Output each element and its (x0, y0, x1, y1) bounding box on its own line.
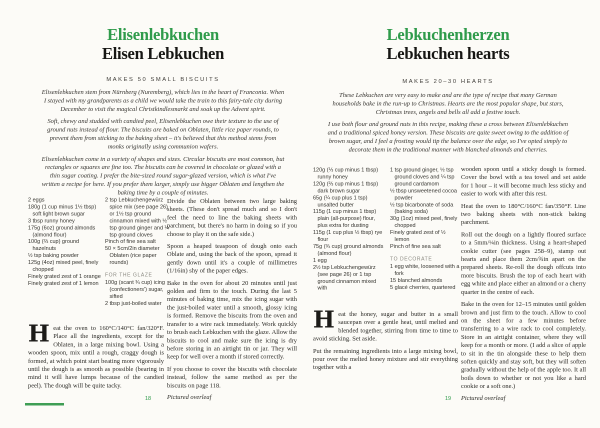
ingredient-item: 2 tsp Lebkuchengewürz spice mix (see page 26) or 1½ tsp ground cinnamon mixed with ½ tsp ground ginger and ¼ tsp ground cloves (105, 197, 170, 238)
ingredient-item: 75g (¾ cup) ground almonds (almond flour) (313, 243, 384, 257)
prep-text: eat the oven to 160°C/140°C fan/320°F. Place all the ingredients, except for the Oblaten, in a large mixing bowl. Using a wooden spoon, mix until a rough, craggy dough is formed, at which point start beating more vigorously until the dough is as smooth as possible (bearing in mind it will have lumps because of the candied peel). The dough will be quite tacky. (28, 324, 164, 389)
intro-paragraph: I use both flour and ground nuts in this recipe, making these a cross between Elisenlebkuchen and a traditional spiced honey version. These biscuits are quite sweet owing to the addition of brown sugar, and I feel a frosting would tip the balance over the edge, so I've opted simply to decorate them in the traditional manner with blanched almonds and cherries. (327, 120, 569, 153)
glaze-ingredients-list (105, 280, 171, 308)
method-paragraph: If you choose to cover the biscuits with chocolate instead, follow the same method as per the biscuits on page 118. (167, 365, 297, 389)
ingredient-item: 5 glacé cherries, quartered (390, 284, 456, 291)
intro-paragraph: These Lebkuchen are very easy to make and are the type of recipe that many German households bake in the run-up to Christmas. Hearts are the most popular shape, but stars, Christmas trees, angels and bells all add a festive touch. (332, 91, 564, 116)
right-ingredients-column-1 (313, 167, 386, 292)
ingredient-item: 100g (scant ¾ cup) icing (confectioners') sugar, sifted (105, 279, 165, 300)
ingredient-item: Pinch of fine sea salt (390, 243, 441, 250)
left-recipe-title-german: Elisenlebkuchen (107, 26, 219, 44)
ingredient-item: 2 tbsp just-boiled water (105, 300, 162, 307)
ingredient-item: Finely grated zest of 1 orange (28, 273, 101, 280)
footer-green-rule (25, 403, 64, 406)
prep-text: eat the honey, sugar and butter in a small saucepan over a gentle heat, until melted and blended together, stirring from time to time to avoid sticking. Set aside. (313, 310, 458, 343)
left-prep-block (28, 320, 164, 394)
ingredient-item: 175g (6oz) ground almonds (almond flour) (28, 224, 96, 238)
ingredient-item: Finely grated zest of ½ lemon (390, 229, 446, 243)
ingredient-item: 2½ tsp Lebkuchengewürz (see page 26) or 1 tsp ground cinnamon mixed with (313, 264, 377, 292)
method-paragraph: Bake in the oven for about 20 minutes until just golden and firm to the touch. During the last 5 minutes of baking time, mix the icing sugar with the just-boiled water until a smooth, glossy icing is formed. Remove the biscuits from the oven and transfer to a wire rack immediately. Work quickly to brush each Lebkuchen with the glaze. Allow the biscuits to cool and make sure the icing is dry before storing in an airtight tin or jar. They will keep for well over a month if stored correctly. (167, 279, 297, 361)
left-yield-line: MAKES 50 SMALL BISCUITS (106, 76, 220, 83)
right-ingredients-column-2 (390, 167, 460, 291)
ingredient-item: 120g (⅓ cup minus 1 tbsp) runny honey (313, 167, 379, 180)
right-prep-block (313, 306, 458, 375)
prep-paragraph (28, 320, 164, 390)
method-paragraph: wooden spoon until a sticky dough is formed. Cover the bowl with a tea towel and set aside for 1 hour – it will become much less sticky and easier to work with after this rest. (461, 165, 586, 198)
ingredient-item: 1 egg (313, 257, 327, 264)
right-yield-line: MAKES 20–30 HEARTS (402, 78, 494, 85)
right-method-column (461, 165, 586, 402)
right-pictured-note: Pictured overleaf (461, 394, 506, 402)
ingredient-item: ½ tsp baking powder (28, 252, 79, 259)
left-method-paragraphs (167, 197, 297, 389)
intro-paragraph: Elisenlebkuchen come in a variety of shapes and sizes. Circular biscuits are most common, but rectangles or squares are fine too. The biscuits can be covered in chocolate or glazed with a thin sugar coating. I prefer the bite-sized round sugar-glazed version, which is what I've written a recipe for here. If you prefer them larger, simply use bigger Oblaten and lengthen the baking time by a couple of minutes. (41, 155, 285, 196)
right-recipe-title-english: Lebkuchen hearts (386, 45, 510, 63)
ingredient-item: 100g (⅔ cup) ground hazelnuts (28, 238, 80, 252)
intro-paragraph: Elisenlebkuchen stem from Nürnberg (Nuremberg), which lies in the heart of Franconia. When I stayed with my grandparents as a child we would take the train to this fairy-tale city during December to visit the magical Christkindlesmarkt and soak up the Advent spirit. (41, 88, 285, 113)
ingredient-item: 1 tsp ground ginger, ½ tsp ground cloves and ¼ tsp ground cardamom (390, 167, 455, 187)
left-method-column (167, 197, 297, 401)
right-recipe-title-german: Lebkuchenherzen (386, 26, 510, 44)
decorate-heading: TO DECORATE (390, 256, 433, 262)
glaze-heading: FOR THE GLAZE (105, 272, 153, 279)
method-paragraph: Bake in the oven for 12–15 minutes until golden brown and just firm to the touch. Allow to cool on the sheet for a few minutes before transferring to a wire rack to cool completely. Store in an airtight container, where they will keep for a month or more. (I add a slice of apple to sit in the tin alongside these to help them soften quickly and stay soft, but they will soften gradually without the help of the apple too. It all boils down to whether or not you like a hard cookie or a soft one.) (461, 300, 586, 390)
method-paragraph: Divide the Oblaten between two large baking sheets. (These don't spread much and so I don't feel the need to line the baking sheets with parchment, but there's no harm in doing so if you choose to play it on the safe side.) (167, 197, 297, 238)
left-ingredients-column-2 (105, 197, 171, 307)
method-paragraph: Spoon a heaped teaspoon of dough onto each Oblate and, using the back of the spoon, spread it gently down until it's a couple of millimetres (1/16in) shy of the paper edges. (167, 242, 297, 275)
intro-paragraph: Soft, chewy and studded with candied peel, Elisenlebkuchen owe their texture to the use of ground nuts instead of flour. The biscuits are baked on Oblaten, little rice paper rounds, to prevent them from sticking to the baking sheet – it's believed that this method stems from monks originally using communion wafers. (47, 117, 279, 150)
ingredient-item: Finely grated zest of 1 lemon (28, 280, 99, 287)
left-pictured-note: Pictured overleaf (167, 393, 212, 401)
drop-cap-letter: H (313, 306, 335, 333)
right-ingredients-list-2 (390, 167, 460, 250)
ingredient-item: 115g (1 cup plus ½ tbsp) rye flour (313, 229, 383, 243)
ingredient-item: Pinch of fine sea salt (105, 238, 156, 245)
left-page-number: 18 (144, 395, 152, 402)
ingredient-item: 2 eggs (28, 197, 45, 203)
ingredient-item: 120g (⅔ cup minus 1 tbsp) dark brown sugar (313, 180, 379, 194)
ingredient-item: ½ tbsp unsweetened cocoa powder (390, 187, 457, 201)
left-intro (41, 88, 285, 201)
ingredient-item: 30g (1oz) mixed peel, finely chopped (390, 215, 458, 229)
left-ingredients-list-2 (105, 197, 171, 267)
ingredient-item: 50 × 5cm/2in diameter Oblaten (rice paper rounds) (105, 245, 160, 266)
ingredient-item: 3 tbsp runny honey (28, 217, 75, 224)
left-recipe-title-english: Elisen Lebkuchen (101, 45, 225, 63)
ingredient-item: 15 blanched almonds (390, 277, 443, 284)
ingredient-item: 1 egg white, loosened with a fork (390, 263, 460, 277)
prep-extra-paragraph: Put the remaining ingredients into a large mixing bowl, pour over the melted honey mixture and stir everything together with a (313, 347, 458, 371)
ingredient-item: 65g (¼ cup plus 1 tsp) unsalted butter (313, 194, 368, 208)
ingredient-item: 115g (1 cup minus 1 tbsp) plain (all-purpose) flour, plus extra for dusting (313, 208, 377, 229)
decorate-ingredients-list (390, 263, 460, 291)
method-paragraph: Heat the oven to 180°C/160°C fan/350°F. Line two baking sheets with non-stick baking parchment. (461, 202, 586, 226)
right-intro (324, 91, 572, 158)
right-page-number: 19 (444, 395, 452, 402)
method-paragraph: Roll out the dough on a lightly floured surface to a 5mm/¼in thickness. Using a heart-shaped cookie cutter (see pages 258–9), stamp out hearts and place them 2cm/¾in apart on the prepared sheets. Re-roll the dough offcuts into more biscuits. Brush the top of each heart with egg white and place either an almond or a cherry quarter in the centre of each. (461, 230, 586, 296)
drop-cap-letter: H (28, 320, 50, 347)
left-ingredients-column-1 (28, 197, 103, 287)
ingredient-item: 125g (4oz) mixed peel, finely chopped (28, 259, 99, 273)
right-method-paragraphs (461, 165, 586, 390)
prep-paragraph (313, 306, 458, 343)
ingredient-item: 180g (1 cup minus 1½ tbsp) soft light brown sugar (28, 203, 97, 217)
ingredient-item: ½ tsp bicarbonate of soda (baking soda) (390, 201, 454, 215)
